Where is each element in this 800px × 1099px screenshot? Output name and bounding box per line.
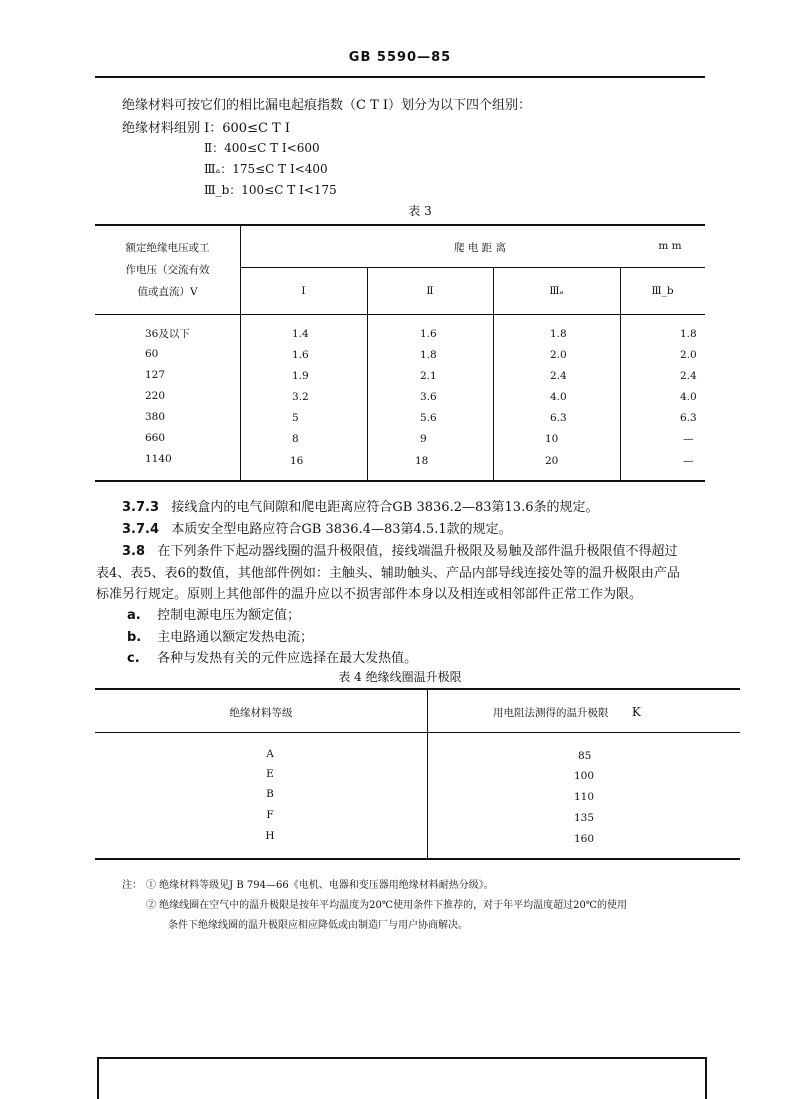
table4-limit: 85 (578, 750, 592, 762)
clause-text: 在下列条件下起动器线圈的温升极限值，接线端温升极限及易触及部件温升极限值不得超过 (157, 544, 678, 559)
clause-3-7-4 (122, 518, 512, 537)
table3-divider (367, 267, 368, 480)
table3-cell-voltage: 380 (145, 411, 166, 423)
item-text: 控制电源电压为额定值； (157, 608, 301, 623)
note-2-continued: 条件下绝缘线圈的温升极限应相应降低或由制造厂与用户协商解决。 (168, 920, 468, 931)
table3-divider (240, 224, 241, 480)
table3-col-header: Ⅰ (301, 285, 306, 297)
table3-cell: 5 (292, 412, 299, 424)
table3-col-header: Ⅲₐ (549, 285, 564, 297)
notes-label: 注： (122, 880, 142, 891)
table3-cell: 3.6 (420, 391, 437, 403)
clause-number: 3.8 (122, 544, 146, 559)
table3-divider (620, 267, 621, 480)
note-2: ② 绝缘线圈在空气中的温升极限是按年平均温度为20℃使用条件下推荐的，对于年平均温度超过20℃的使用 (146, 900, 628, 911)
condition-item (127, 604, 300, 623)
footer-box (97, 1057, 707, 1099)
table3-cell: 2.0 (680, 349, 697, 361)
item-mark: b. (127, 630, 142, 645)
table3-cell: 3.2 (292, 391, 309, 403)
table3-cell: 1.6 (292, 349, 309, 361)
table3-cell: 5.6 (420, 412, 437, 424)
table3-cell: 16 (290, 455, 304, 467)
table3-cell: 2.4 (680, 370, 697, 382)
table3-cell: 1.8 (420, 349, 437, 361)
table3-row-header: 作电压（交流有效 (125, 264, 210, 276)
table3-cell: 1.4 (292, 328, 309, 340)
table3-cell-voltage: 36及以下 (145, 328, 190, 340)
table3-cell: 20 (545, 455, 559, 467)
table4-limit: 135 (574, 812, 595, 824)
table4-bottom-rule (95, 858, 740, 860)
table3-cell-voltage: 660 (145, 432, 166, 444)
table4-top-rule (95, 688, 740, 690)
table4-class: H (265, 830, 275, 842)
clause-text: 本质安全型电路应符合GB 3836.4—83第4.5.1款的规定。 (171, 522, 512, 537)
group-3a: Ⅲₐ：175≤C T I<400 (204, 162, 328, 176)
item-mark: a. (127, 608, 141, 623)
table4-class: B (266, 788, 274, 800)
note-1: ① 绝缘材料等级见J B 794—66《电机、电器和变压器用绝缘材料耐热分级》。 (146, 880, 494, 891)
document-header: GB 5590—85 (348, 50, 452, 65)
table3-cell: 6.3 (550, 412, 567, 424)
table3-col-header: Ⅲ_b (651, 285, 674, 297)
table3-cell: 1.8 (680, 328, 697, 340)
table3-cell: — (683, 433, 694, 445)
table3-cell: 4.0 (680, 391, 697, 403)
table3-row-header: 额定绝缘电压或工 (125, 242, 210, 254)
table3-cell: 1.9 (292, 370, 309, 382)
table3-cell-voltage: 127 (145, 369, 166, 381)
group-1: 绝缘材料组别 Ⅰ：600≤C T I (122, 121, 290, 136)
condition-item (127, 626, 313, 645)
table4-limit: 110 (574, 791, 595, 803)
table3-caption: 表 3 (408, 204, 432, 218)
table4-header-rule (95, 732, 740, 733)
group-3b: Ⅲ_b：100≤C T I<175 (204, 183, 337, 197)
clause-3-7-3 (122, 496, 598, 515)
table3-cell: 2.0 (550, 349, 567, 361)
table3-cell: 18 (415, 455, 429, 467)
table3-cell: 1.8 (550, 328, 567, 340)
table3-cell: 8 (292, 433, 299, 445)
table4-class: E (266, 768, 274, 780)
table4-class: A (266, 748, 274, 760)
table4-divider (427, 688, 428, 858)
table3-cell-voltage: 1140 (145, 453, 172, 465)
clause-number: 3.7.3 (122, 500, 160, 515)
unit-label: K (631, 705, 641, 719)
table3-cell: 6.3 (680, 412, 697, 424)
item-mark: c. (127, 651, 140, 666)
table3-cell: 2.1 (420, 370, 437, 382)
clause-number: 3.7.4 (122, 522, 160, 537)
clause-3-8-line2: 表4、表5、表6的数值，其他部件例如：主触头、辅助触头、产品内部导线连接处等的温升极限由产品 (96, 566, 680, 581)
table3-cell: — (683, 455, 694, 467)
table3-header-rule (95, 314, 705, 315)
table3-cell: 2.4 (550, 370, 567, 382)
table3-bottom-rule (95, 480, 705, 482)
table3-col-header: Ⅱ (426, 285, 434, 297)
table3-divider (493, 267, 494, 480)
table4-class: F (266, 809, 274, 821)
table3-cell: 9 (420, 433, 427, 445)
table3-span-title: 爬 电 距 离 (453, 242, 506, 254)
table3-cell: 1.6 (420, 328, 437, 340)
header-rule (95, 76, 705, 78)
intro-paragraph: 绝缘材料可按它们的相比漏电起痕指数（C T I）划分为以下四个组别： (122, 98, 532, 113)
clause-text: 接线盒内的电气间隙和爬电距离应符合GB 3836.2—83第13.6条的规定。 (171, 500, 599, 515)
table3-cell: 10 (545, 433, 559, 445)
table3-unit: m m (658, 240, 682, 252)
table3-cell-voltage: 60 (145, 348, 159, 360)
clause-3-8 (122, 540, 677, 559)
table3-subheader-rule (240, 267, 705, 268)
table3-row-header: 值或直流）V (137, 286, 198, 298)
table4-limit: 160 (574, 833, 595, 845)
item-text: 主电路通以额定发热电流； (157, 630, 314, 645)
group-2: Ⅱ：400≤C T I<600 (204, 141, 320, 155)
table3-top-rule (95, 224, 705, 226)
table3-cell: 4.0 (550, 391, 567, 403)
table4-caption: 表 4 绝缘线圈温升极限 (338, 670, 462, 684)
table4-limit: 100 (574, 770, 595, 782)
item-text: 各种与发热有关的元件应选择在最大发热值。 (157, 651, 418, 666)
table4-col2-header: 用电阻法测得的温升极限 K (493, 705, 641, 719)
condition-item (127, 647, 417, 666)
table4-col1-header: 绝缘材料等级 (229, 707, 293, 719)
clause-3-8-line3: 标准另行规定。原则上其他部件的温升应以不损害部件本身以及相连或相邻部件正常工作为限。 (96, 587, 643, 602)
table3-cell-voltage: 220 (145, 390, 166, 402)
